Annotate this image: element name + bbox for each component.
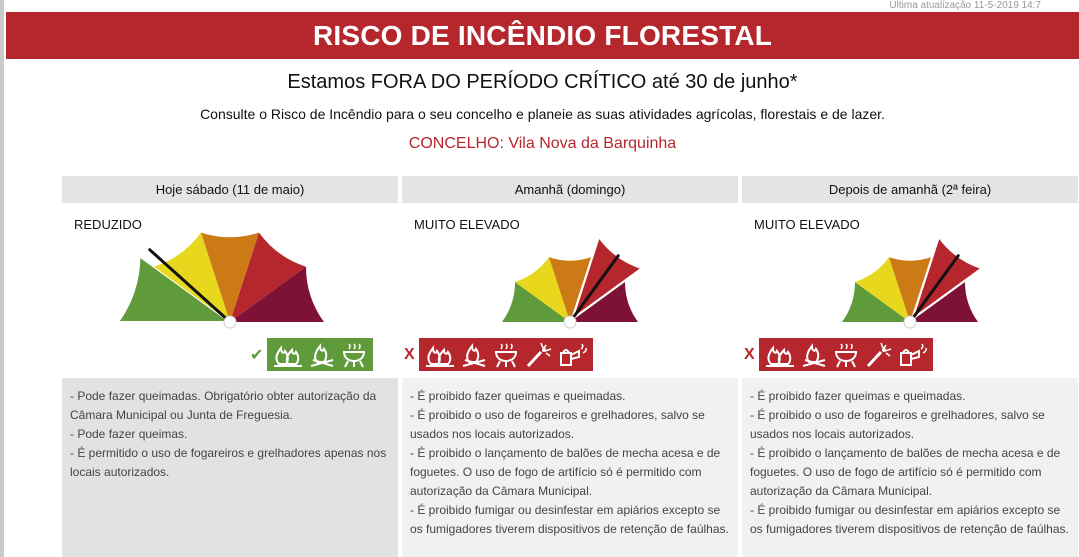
page-left-edge [0,0,4,557]
burning-icon [307,342,337,368]
beekeeping-smoker-icon [895,342,929,368]
risk-level-label: REDUZIDO [74,217,142,232]
activity-icons [419,338,593,371]
rules-panel [742,378,1078,557]
activity-icons [267,338,373,371]
activity-status-row [744,338,933,371]
gauge-hub [224,316,236,328]
fireworks-icon [523,342,553,368]
gauge-hub [904,316,916,328]
day-header: Hoje sábado (11 de maio) [62,176,398,203]
burning-icon [459,342,489,368]
day-header: Depois de amanhã (2ª feira) [742,176,1078,203]
rules-panel [402,378,738,557]
risk-gauge [62,176,398,336]
rule-text: - É proibido o lançamento de balões de mecha acesa e de foguetes. O uso de fogo de artifício só é permitido com autorização da Câmara Municipal. [750,446,1061,498]
rule-text: - É proibido fazer queimas e queimadas. [410,389,626,403]
risk-gauge [742,176,1078,336]
rule-text: - É proibido o uso de fogareiros e grelhadores, salvo se usados nos locais autorizados. [750,408,1045,441]
barbecue-icon [491,342,521,368]
last-update-text: Última atualização 11-5-2019 14:7 [889,0,1041,11]
fire-icon [271,342,305,368]
day-header: Amanhã (domingo) [402,176,738,203]
activity-status-row [404,338,593,371]
beekeeping-smoker-icon [555,342,589,368]
rule-text: - É proibido fazer queimas e queimadas. [750,389,966,403]
fireworks-icon [863,342,893,368]
day-column-day-after [742,176,1078,557]
rule-text: - É proibido fumigar ou desinfestar em apiários excepto se os fumigadores tiverem dispositivos de retenção de faúlhas. [410,503,729,536]
forbidden-x-icon: X [404,345,415,363]
allowed-check-icon: ✔ [250,346,264,364]
rules-panel [62,378,398,557]
gauge-hub [564,316,576,328]
risk-level-label: MUITO ELEVADO [414,217,520,232]
activity-status-row [250,338,373,371]
rule-text: - É proibido fumigar ou desinfestar em apiários excepto se os fumigadores tiverem dispositivos de retenção de faúlhas. [750,503,1069,536]
page-title: RISCO DE INCÊNDIO FLORESTAL [312,19,773,51]
forbidden-x-icon: X [744,345,755,363]
day-column-tomorrow [402,176,738,557]
concelho-label: CONCELHO: Vila Nova da Barquinha [408,135,677,152]
barbecue-icon [831,342,861,368]
fire-icon [763,342,797,368]
burning-icon [799,342,829,368]
risk-level-label: MUITO ELEVADO [754,217,860,232]
rule-text: - É permitido o uso de fogareiros e grelhadores apenas nos locais autorizados. [70,446,387,479]
rule-text: - É proibido o lançamento de balões de mecha acesa e de foguetes. O uso de fogo de artifício só é permitido com autorização da Câmara Municipal. [410,446,721,498]
risk-gauge [402,176,738,336]
barbecue-icon [339,342,369,368]
rule-text: - Pode fazer queimas. [70,427,188,441]
rule-text: - É proibido o uso de fogareiros e grelhadores, salvo se usados nos locais autorizados. [410,408,705,441]
consult-text: Consulte o Risco de Incêndio para o seu concelho e planeie as suas atividades agrícolas, florestais e de lazer. [200,106,885,122]
fire-icon [423,342,457,368]
title-banner [6,12,1079,59]
activity-icons [759,338,933,371]
critical-period-text: Estamos FORA DO PERÍODO CRÍTICO até 30 de junho* [287,71,798,93]
day-column-today [62,176,398,557]
rule-text: - Pode fazer queimadas. Obrigatório obter autorização da Câmara Municipal ou Junta de Freguesia. [70,389,377,422]
